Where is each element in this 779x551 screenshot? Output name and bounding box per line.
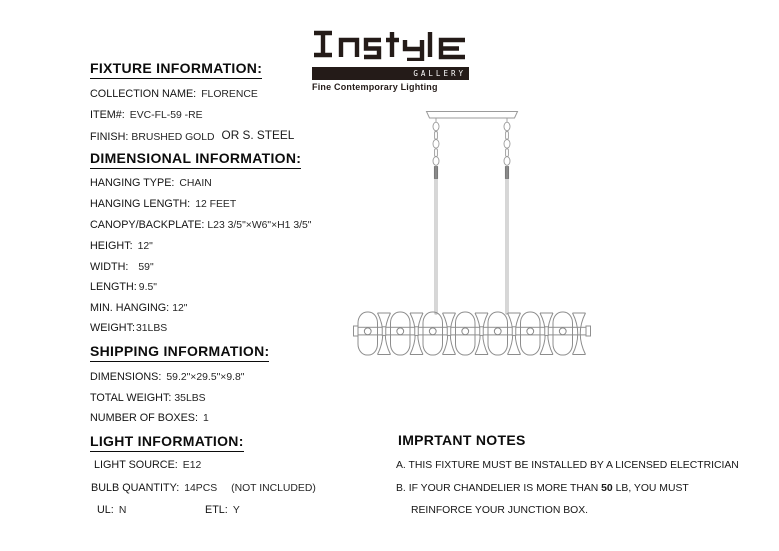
- bulb-quantity-note: (NOT INCLUDED): [231, 483, 316, 494]
- total-weight-row: [90, 392, 206, 405]
- finish-value: BRUSHED GOLD: [131, 132, 215, 143]
- number-of-boxes-value: 1: [203, 413, 209, 424]
- etl-row: [205, 504, 240, 517]
- important-notes-heading: IMPRTANT NOTES: [398, 432, 526, 448]
- weight-row: [90, 322, 167, 335]
- fixture-info-heading: FIXTURE INFORMATION:: [90, 60, 262, 79]
- width-label: WIDTH:: [90, 261, 129, 273]
- note-b: [396, 482, 689, 495]
- bulb-quantity-row: [91, 482, 316, 495]
- left-chain-drawing: [433, 118, 439, 179]
- hanging-length-row: [90, 198, 236, 211]
- note-b-pre: B. IF YOUR CHANDELIER IS MORE THAN: [396, 483, 602, 494]
- ul-label: UL:: [97, 504, 114, 516]
- collection-name-row: [90, 88, 258, 101]
- instyle-wordmark-icon: [312, 29, 469, 61]
- dimensional-info-heading: DIMENSIONAL INFORMATION:: [90, 150, 301, 169]
- hang-rods-drawing: [435, 178, 508, 314]
- finish-label: FINISH:: [90, 131, 129, 143]
- collection-name-label: COLLECTION NAME:: [90, 88, 197, 100]
- canopy-backplate-row: [90, 219, 311, 232]
- light-info-heading: LIGHT INFORMATION:: [90, 433, 244, 452]
- light-source-label: LIGHT SOURCE:: [94, 459, 178, 471]
- canopy-backplate-label: CANOPY/BACKPLATE:: [90, 219, 205, 231]
- collection-name-value: FLORENCE: [201, 89, 258, 100]
- weight-label: WEIGHT:: [90, 322, 135, 334]
- bulb-quantity-label: BULB QUANTITY:: [91, 482, 180, 494]
- bulb-quantity-value: 14PCS: [184, 483, 218, 494]
- dimensions-label: DIMENSIONS:: [90, 371, 162, 383]
- note-a: A. THIS FIXTURE MUST BE INSTALLED BY A LICENSED ELECTRICIAN: [396, 460, 739, 471]
- logo-tagline: Fine Contemporary Lighting: [312, 82, 438, 92]
- length-row: [90, 281, 157, 294]
- hanging-length-value: 12 FEET: [195, 199, 237, 210]
- ul-value: N: [118, 505, 127, 516]
- min-hanging-value: 12": [172, 303, 188, 314]
- ul-row: [97, 504, 126, 517]
- weight-value: 31LBS: [136, 323, 168, 334]
- finish-value-alt: OR S. STEEL: [221, 128, 295, 142]
- note-b-post: LB, YOU MUST: [612, 483, 689, 494]
- note-b-weight: 50: [601, 483, 613, 494]
- number-of-boxes-row: [90, 412, 209, 425]
- chandelier-drawing: [350, 105, 600, 365]
- light-source-value: E12: [182, 460, 202, 471]
- min-hanging-label: MIN. HANGING:: [90, 302, 170, 314]
- body-rail-drawing: [354, 326, 591, 336]
- logo-gallery-text: GALLERY: [413, 69, 466, 78]
- item-number-value: EVC-FL-59 -RE: [129, 110, 203, 121]
- hanging-length-label: HANGING LENGTH:: [90, 198, 191, 210]
- dimensions-row: [90, 371, 244, 384]
- canopy-drawing: [427, 112, 518, 119]
- shipping-info-heading: SHIPPING INFORMATION:: [90, 343, 269, 362]
- hanging-type-row: [90, 177, 212, 190]
- length-label: LENGTH:: [90, 281, 137, 293]
- height-row: [90, 240, 153, 253]
- total-weight-value: 35LBS: [174, 393, 206, 404]
- note-b-continued: REINFORCE YOUR JUNCTION BOX.: [411, 505, 589, 516]
- item-number-row: [90, 109, 203, 122]
- canopy-backplate-value: L23 3/5"×W6"×H1 3/5": [207, 220, 312, 231]
- dimensions-value: 59.2"×29.5"×9.8": [166, 372, 245, 383]
- right-chain-drawing: [504, 118, 510, 179]
- light-source-row: [94, 459, 201, 472]
- etl-label: ETL:: [205, 504, 228, 516]
- min-hanging-row: [90, 302, 187, 315]
- width-row: [90, 261, 154, 274]
- finish-row: [90, 130, 294, 144]
- item-number-label: ITEM#:: [90, 109, 125, 121]
- brand-logo: [312, 29, 469, 92]
- length-value: 9.5": [138, 282, 157, 293]
- height-label: HEIGHT:: [90, 240, 133, 252]
- width-value: 59": [138, 262, 154, 273]
- logo-gallery-bar: [312, 67, 469, 80]
- hanging-type-label: HANGING TYPE:: [90, 177, 175, 189]
- height-value: 12": [137, 241, 153, 252]
- total-weight-label: TOTAL WEIGHT:: [90, 392, 172, 404]
- etl-value: Y: [232, 505, 240, 516]
- hanging-type-value: CHAIN: [179, 178, 212, 189]
- number-of-boxes-label: NUMBER OF BOXES:: [90, 412, 198, 424]
